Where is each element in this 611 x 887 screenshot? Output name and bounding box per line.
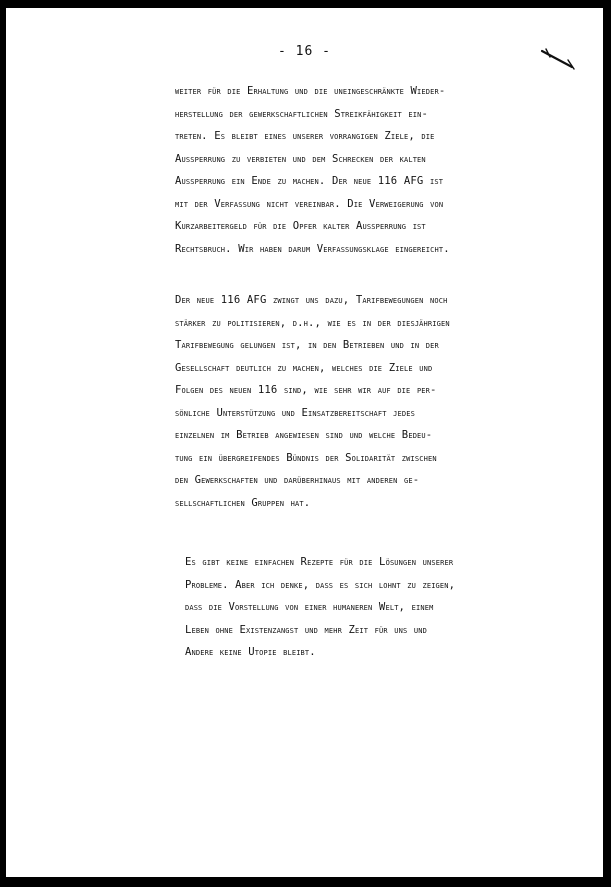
text-line: Kurzarbeitergeld für die Opfer kalter Aussperrung ist [175, 220, 426, 232]
text-line: mit der Verfassung nicht vereinbar. Die Verweigerung von [175, 197, 444, 210]
document-page [6, 8, 603, 877]
text-line: Leben ohne Existenzangst und mehr Zeit für uns und [185, 623, 428, 636]
text-line: Folgen des neuen 116 sind, wie sehr wir auf die per- [175, 384, 437, 396]
paragraph-2 [175, 289, 587, 514]
text-line: sönliche Unterstützung und Einsatzbereitschaft jedes [175, 406, 415, 419]
text-line: stärker zu politisieren, d.h., wie es in der diesjährigen [175, 316, 450, 329]
text-line: weiter für die Erhaltung und die uneingeschränkte Wieder- [175, 85, 446, 97]
text-line: den Gewerkschaften und darüberhinaus mit anderen ge- [175, 474, 420, 486]
text-line: Gesellschaft deutlich zu machen, welches die Ziele und [175, 361, 433, 374]
text-line: Der neue 116 AFG zwingt uns dazu, Tarifbewegungen noch [175, 294, 448, 306]
text-line: Tarifbewegung gelungen ist, in den Betrieben und in der [175, 339, 439, 351]
paragraph-3 [185, 551, 597, 664]
text-line: daß die Vorstellung von einer humaneren Welt, einem [185, 601, 434, 613]
text-line: Andere keine Utopie bleibt. [185, 646, 316, 658]
text-line: treten. Es bleibt eines unserer vorrangigen Ziele, die [175, 130, 435, 142]
page-number: - 16 - [278, 44, 331, 59]
text-line: einzelnen im Betrieb angewiesen sind und welche Bedeu- [175, 429, 433, 441]
text-line: Aussperrung ein Ende zu machen. Der neue 116 AFG ist [175, 175, 444, 187]
paragraph-1 [175, 80, 587, 260]
text-line: tung ein übergreifendes Bündnis der Solidarität zwischen [175, 451, 437, 464]
text-line: Aussperrung zu verbieten und dem Schrecken der kalten [175, 152, 426, 165]
text-line: herstellung der gewerkschaftlichen Streikfähigkeit ein- [175, 107, 429, 120]
handwritten-mark-icon [540, 48, 576, 70]
text-line: Rechtsbruch. Wir haben darum Verfassungsklage eingereicht. [175, 242, 450, 255]
text-line: sellschaftlichen Gruppen hat. [175, 496, 311, 509]
text-line: Es gibt keine einfachen Rezepte für die Lösungen unserer [185, 556, 454, 568]
text-line: Probleme. Aber ich denke, daß es sich lohnt zu zeigen, [185, 578, 456, 591]
